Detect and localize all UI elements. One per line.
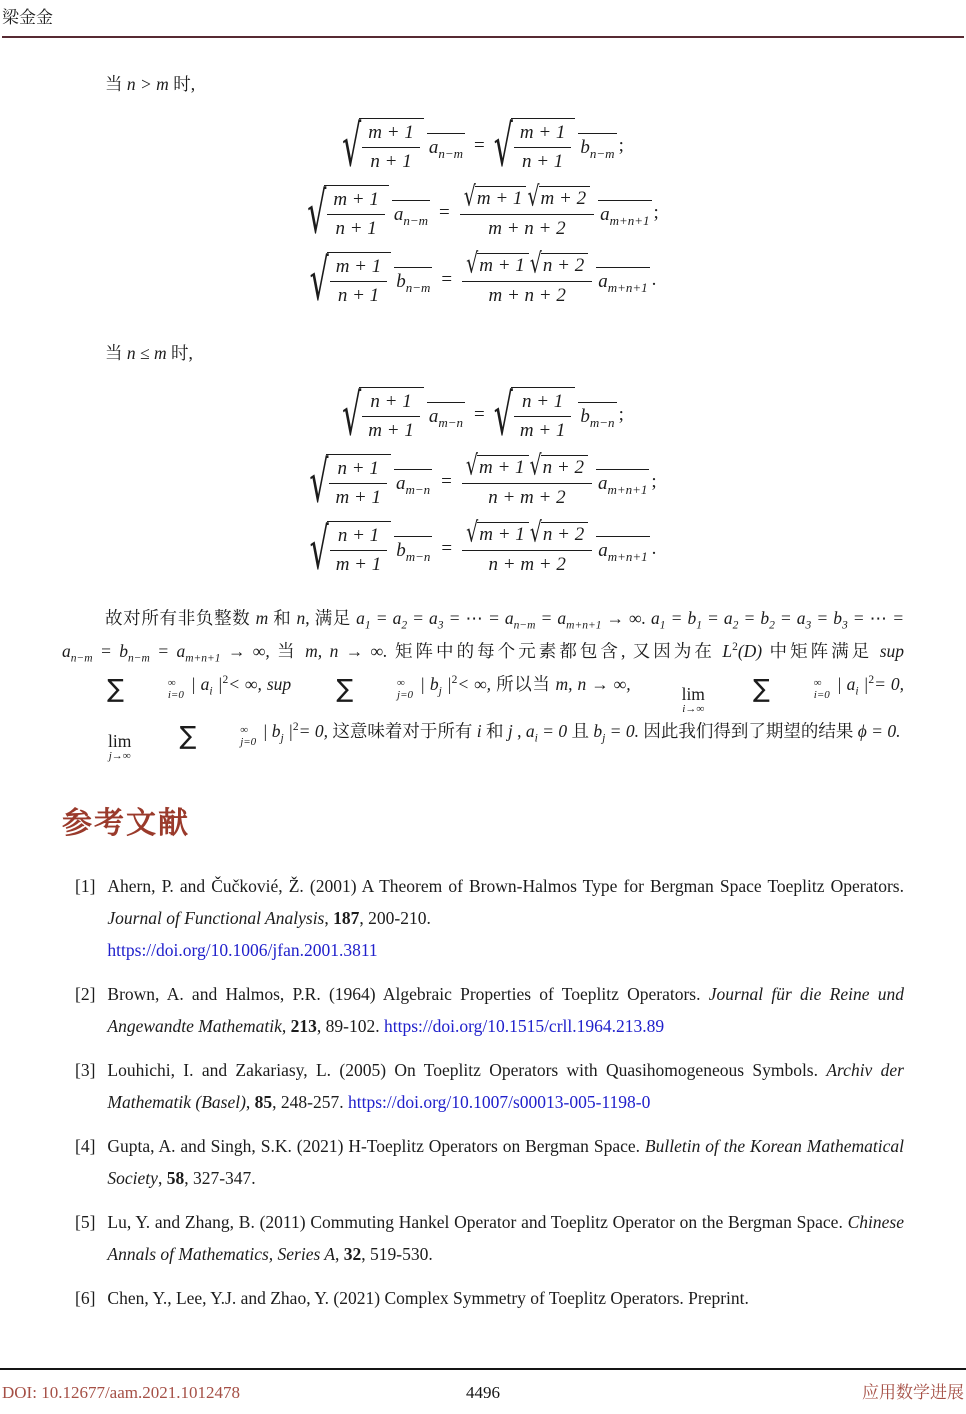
math-run: j [507, 721, 513, 741]
text-run: Chen, Y., Lee, Y.J. and Zhao, Y. (2021) Complex Symmetry of Toeplitz Operators. Preprint. [107, 1288, 749, 1308]
sqrt-argument [324, 185, 389, 240]
fraction-denominator: m + 1 [335, 554, 382, 575]
reference-item [62, 870, 904, 966]
reference-text [107, 978, 904, 1042]
text-run: , 519-530. [361, 1244, 433, 1264]
math-run: = ⋯ = a [62, 608, 905, 661]
reference-item [62, 1130, 904, 1194]
text-run: 所以当 [491, 674, 556, 694]
content [0, 72, 966, 1314]
sqrt-expression [309, 248, 392, 315]
math-run: = 0, [298, 721, 328, 741]
math-run: = b [665, 608, 697, 628]
variable: a [598, 539, 608, 561]
math-run: ϕ = 0. [857, 721, 901, 741]
fraction-numerator: n + 1 [330, 525, 388, 551]
reference-text [107, 870, 904, 966]
sqrt-argument [327, 252, 392, 307]
variable: a [597, 472, 608, 494]
bold-run: 58 [166, 1168, 185, 1188]
references-list [62, 870, 904, 1314]
fraction-denominator: m + n + 2 [488, 284, 566, 306]
doi-link[interactable]: https://doi.org/10.1006/jfan.2001.3811 [107, 940, 378, 960]
sqrt-expression [493, 114, 576, 181]
fraction-denominator: m + n + 2 [488, 217, 566, 239]
text-run: , 248-257. [272, 1092, 348, 1112]
fraction-denominator: n + 1 [370, 151, 412, 172]
condition-text: 当 [105, 343, 127, 363]
subscript: i [534, 732, 538, 745]
radical-icon: √ [529, 247, 542, 280]
variable: a [600, 203, 610, 225]
variable-subscript: m−n [589, 414, 615, 430]
subscript: 2 [401, 619, 408, 632]
math-run: | b [258, 721, 281, 741]
variable-subscript: n−m [405, 279, 431, 295]
conjugate-term [596, 267, 649, 293]
subscript: j [602, 732, 606, 745]
fraction-denominator: m + 1 [519, 420, 566, 441]
sqrt-expression [309, 517, 392, 584]
condition-math: n ≤ m [126, 343, 167, 363]
reference-item [62, 1206, 904, 1270]
text-run: , [245, 1092, 255, 1112]
variable: a [395, 472, 406, 494]
math-run: → ∞, [220, 641, 270, 661]
fraction [362, 122, 420, 173]
subscript: m+n+1 [185, 652, 221, 665]
italic-run: Archiv der Mathematik (Basel) [107, 1060, 904, 1112]
fraction-numerator: n + 1 [514, 391, 572, 417]
fraction [330, 256, 388, 307]
math-run: = 0. [605, 721, 639, 741]
radical-icon: √ [465, 449, 478, 482]
math-run: n [296, 608, 306, 628]
text-run: , 满足 [305, 608, 357, 628]
fraction [329, 458, 387, 509]
fraction [460, 180, 594, 240]
radical-icon: √ [342, 114, 362, 181]
variable-subscript: m−n [405, 481, 431, 497]
fraction [514, 122, 572, 173]
reference-item [62, 1054, 904, 1118]
subscript: 3 [841, 619, 848, 632]
italic-run: Chinese Annals of Mathematics, Series A [107, 1212, 904, 1264]
reference-text [107, 1130, 904, 1194]
fraction-numerator: m + 1 [330, 256, 388, 282]
conjugate-term [394, 469, 432, 495]
math-run: | a [831, 674, 856, 694]
subscript: i [209, 685, 213, 698]
variable: b [396, 270, 406, 292]
radical-icon: √ [466, 516, 479, 549]
subscript: 3 [805, 619, 812, 632]
subscript: m+n+1 [566, 619, 602, 632]
math-run: = a [407, 608, 438, 628]
variable-subscript: m+n+1 [607, 279, 648, 295]
equation-punctuation: ; [651, 470, 657, 492]
radical-icon: √ [529, 516, 542, 549]
doi-link[interactable]: https://doi.org/10.1515/crll.1964.213.89 [383, 1016, 665, 1036]
variable: a [428, 136, 439, 158]
variable-subscript: m−n [438, 414, 463, 430]
equation-row [62, 449, 904, 517]
math-run: | [858, 674, 869, 694]
subscript: 3 [437, 619, 444, 632]
footer-page-number: 4496 [466, 1383, 500, 1402]
header-author: 梁金金 [2, 8, 53, 27]
fraction-denominator: n + 1 [335, 218, 377, 239]
math-run: m, n → ∞. [305, 641, 388, 661]
math-run: a [525, 721, 535, 741]
fraction-numerator: m + 1 [514, 122, 572, 148]
reference-label: [2] [75, 984, 96, 1004]
superscript: 2 [732, 641, 738, 654]
math-run: a [356, 608, 365, 628]
fraction [462, 247, 592, 307]
math-run: | a [185, 674, 210, 694]
text-run: 当 [269, 641, 306, 661]
conjugate-term [598, 200, 651, 226]
math-run: = 0 [537, 721, 568, 741]
equation-row [62, 247, 904, 315]
math-run: | [441, 674, 452, 694]
conjugate-term [427, 402, 465, 428]
radical-icon: √ [493, 114, 513, 181]
superscript: 2 [451, 674, 458, 687]
subscript: 1 [696, 619, 702, 632]
condition-text: 时, [166, 343, 193, 363]
variable: b [580, 136, 590, 158]
math-run: = b [811, 608, 842, 628]
equation-punctuation: ; [618, 403, 624, 425]
conjugate-term [427, 133, 465, 159]
superscript: 2 [868, 674, 875, 687]
sqrt-expression [529, 516, 588, 549]
radical-icon: √ [309, 450, 329, 517]
equation-punctuation: ; [618, 134, 624, 156]
sqrt-expression [466, 516, 529, 549]
math-run: = b [738, 608, 770, 628]
radical-icon: √ [309, 517, 329, 584]
sqrt-expression [529, 247, 588, 280]
variable-subscript: n−m [438, 145, 463, 161]
radical-icon: √ [463, 180, 476, 213]
condition-line-gt [62, 72, 904, 96]
math-run: = b [92, 641, 128, 661]
variable-subscript: n−m [589, 145, 615, 161]
math-run: m [255, 608, 269, 628]
equation-row [62, 114, 904, 181]
math-run: b [593, 721, 603, 741]
sqrt-argument: n + 2 [541, 253, 588, 277]
text-run: Gupta, A. and Singh, S.K. (2021) H-Toeplitz Operators on Bergman Space. [107, 1136, 645, 1156]
math-run: | [212, 674, 223, 694]
bold-run: 213 [290, 1016, 317, 1036]
text-run: Louhichi, I. and Zakariasy, L. (2005) On Toeplitz Operators with Quasihomogeneous Symbols. [107, 1060, 827, 1080]
reference-label: [4] [75, 1136, 96, 1156]
radical-icon: √ [307, 181, 327, 248]
text-run: 和 [268, 608, 297, 628]
fraction-denominator: n + m + 2 [488, 486, 566, 508]
variable-subscript: m+n+1 [609, 212, 650, 228]
italic-run: Journal of Functional Analysis [107, 908, 325, 928]
subscript: 1 [659, 619, 666, 632]
math-run: | b [415, 674, 439, 694]
math-run: sup [879, 641, 905, 661]
limit-operator: lim j→∞ [108, 731, 132, 762]
condition-text: 时, [168, 74, 196, 94]
variable: a [598, 270, 608, 292]
sqrt-expression [463, 180, 527, 213]
sqrt-expression [466, 247, 529, 280]
fraction [462, 449, 592, 509]
math-run: = a [370, 608, 402, 628]
sqrt-argument [511, 387, 576, 442]
math-run: < ∞, [457, 674, 492, 694]
reference-label: [1] [75, 876, 96, 896]
text-run: , 89-102. [316, 1016, 384, 1036]
math-run: m, n → ∞, [555, 674, 636, 694]
fraction-denominator: n + 1 [521, 151, 564, 172]
math-run: | [283, 721, 293, 741]
sqrt-expression [342, 383, 424, 450]
text-run: , [157, 1168, 167, 1188]
sqrt-expression [493, 383, 576, 450]
reference-label: [3] [75, 1060, 96, 1080]
subscript: i [855, 685, 859, 698]
radical-icon: √ [309, 248, 329, 315]
sqrt-argument: m + 1 [477, 455, 529, 479]
sum-operator: ∑ ∞ j=0 [336, 674, 414, 703]
conjugate-term [596, 536, 649, 562]
math-run: = a [701, 608, 733, 628]
text-run: 和 [481, 721, 508, 741]
fraction-denominator: m + 1 [368, 420, 414, 441]
sqrt-expression [529, 449, 588, 482]
radical-icon: √ [342, 383, 362, 450]
conjugate-term [578, 133, 616, 159]
fraction-numerator: m + 1 [362, 122, 420, 148]
sqrt-expression [307, 181, 389, 248]
reference-label: [5] [75, 1212, 96, 1232]
header-rule [2, 36, 964, 38]
conjugate-term [596, 469, 649, 495]
radical-icon: √ [466, 247, 479, 280]
sqrt-expression [309, 450, 391, 517]
text-run: 这意味着对于所有 [327, 721, 477, 741]
subscript: j [438, 685, 442, 698]
reference-text [107, 1054, 904, 1118]
bold-run: 187 [333, 908, 360, 928]
fraction-denominator: m + 1 [335, 487, 381, 508]
math-run: = ⋯ = a [443, 608, 514, 628]
fraction-denominator: n + m + 2 [488, 553, 566, 575]
reference-text [107, 1206, 904, 1270]
equation-group-n-le-m [62, 383, 904, 584]
text-run: Brown, A. and Halmos, P.R. (1964) Algebraic Properties of Toeplitz Operators. [107, 984, 709, 1004]
math-run: i [476, 721, 482, 741]
sqrt-argument: n + 2 [541, 522, 588, 546]
fraction-numerator: n + 1 [329, 458, 387, 484]
equation-row [62, 516, 904, 584]
page-header [0, 0, 966, 38]
sqrt-argument: m + 1 [477, 522, 529, 546]
equation-group-n-gt-m [62, 114, 904, 315]
conjugate-term [394, 536, 432, 562]
equation-punctuation: . [651, 537, 657, 559]
superscript: 2 [222, 674, 229, 687]
math-run: (D) [737, 641, 763, 661]
fraction [514, 391, 572, 442]
sqrt-argument [327, 521, 392, 576]
subscript: n−m [127, 652, 150, 665]
variable: b [396, 539, 406, 561]
sum-operator: ∑ ∞ i=0 [107, 674, 184, 703]
fraction [330, 525, 388, 576]
references-heading: 参考文献 [62, 807, 190, 840]
equals-sign: = [441, 537, 453, 559]
subscript: n−m [513, 619, 536, 632]
subscript: 1 [364, 619, 371, 632]
text-run: 因此我们得到了期望的结果 [638, 721, 858, 741]
sqrt-expression [527, 180, 590, 213]
variable: b [580, 405, 590, 427]
sqrt-expression [342, 114, 424, 181]
condition-text: 当 [105, 74, 127, 94]
footer-doi[interactable]: DOI: 10.12677/aam.2021.1012478 [2, 1383, 240, 1402]
equation-punctuation: . [651, 268, 657, 290]
fraction [327, 189, 385, 240]
sqrt-argument: m + 2 [539, 186, 591, 210]
fraction [362, 391, 420, 442]
condition-line-le [62, 341, 904, 365]
text-run: , [512, 721, 526, 741]
sqrt-argument [359, 118, 424, 173]
variable-subscript: n−m [403, 212, 429, 228]
variable-subscript: m+n+1 [607, 548, 648, 564]
radical-icon: √ [527, 180, 540, 213]
conjugate-term [394, 267, 432, 293]
sqrt-argument [359, 387, 424, 442]
equals-sign: = [439, 201, 450, 223]
variable: a [428, 405, 439, 427]
fraction-numerator: n + 1 [362, 391, 420, 417]
sqrt-argument: n + 2 [541, 455, 588, 479]
text-run: 且 [567, 721, 594, 741]
text-run: Lu, Y. and Zhang, B. (2011) Commuting Hankel Operator and Toeplitz Operator on the Bergman Space. [107, 1212, 848, 1232]
equals-sign: = [441, 268, 453, 290]
body-paragraph [62, 602, 904, 762]
text-run: , 327-347. [184, 1168, 256, 1188]
variable-subscript: m+n+1 [607, 481, 648, 497]
math-run: = a [149, 641, 186, 661]
sqrt-expression [465, 449, 529, 482]
variable: a [393, 203, 404, 225]
subscript: 2 [769, 619, 775, 632]
text-run: , [335, 1244, 344, 1264]
text-run: , [324, 908, 334, 928]
radical-icon: √ [493, 383, 513, 450]
math-run: = a [774, 608, 806, 628]
text-run: 中矩阵满足 [762, 641, 880, 661]
italic-run: Bulletin of the Korean Mathematical Society [107, 1136, 905, 1188]
page-footer [0, 1368, 966, 1414]
equation-row [62, 383, 904, 450]
bold-run: 85 [254, 1092, 273, 1112]
math-run: = a [535, 608, 567, 628]
fraction-numerator [462, 247, 592, 282]
conjugate-term [578, 402, 616, 428]
conjugate-term [392, 200, 430, 226]
fraction [462, 516, 592, 576]
italic-run: Journal für die Reine und Angewandte Mathematik [107, 984, 904, 1036]
limit-operator: lim i→∞ [681, 684, 705, 715]
sqrt-argument [511, 118, 576, 173]
radical-icon: √ [529, 449, 542, 482]
subscript: 2 [732, 619, 739, 632]
sqrt-argument: m + 1 [477, 253, 529, 277]
sum-operator: ∑ ∞ j=0 [179, 721, 257, 750]
subscript: j [280, 732, 284, 745]
variable-subscript: m−n [405, 548, 431, 564]
text-run: , [281, 1016, 291, 1036]
condition-math: n > m [126, 74, 169, 94]
math-run: < ∞, sup [228, 674, 292, 694]
sum-operator: ∑ ∞ i=0 [752, 674, 830, 703]
math-run: → ∞. a [601, 608, 660, 628]
text-run: , 200-210. [359, 908, 431, 928]
fraction-numerator [462, 516, 592, 551]
fraction-numerator: m + 1 [327, 189, 385, 215]
doi-link[interactable]: https://doi.org/10.1007/s00013-005-1198-0 [347, 1092, 651, 1112]
reference-item [62, 978, 904, 1042]
equals-sign: = [474, 403, 485, 425]
reference-item [62, 1282, 904, 1314]
equation-row [62, 180, 904, 248]
equation-punctuation: ; [653, 201, 659, 223]
math-run: L [722, 641, 733, 661]
equals-sign: = [474, 134, 485, 156]
equals-sign: = [441, 470, 452, 492]
reference-label: [6] [75, 1288, 96, 1308]
fraction-denominator: n + 1 [337, 285, 380, 306]
subscript: n−m [70, 652, 93, 665]
text-run: 故对所有非负整数 [105, 608, 256, 628]
math-run: = 0, [874, 674, 905, 694]
bold-run: 32 [343, 1244, 362, 1264]
footer-journal[interactable]: 应用数学进展 [862, 1383, 964, 1402]
fraction-numerator [460, 180, 594, 215]
superscript: 2 [292, 721, 299, 734]
sqrt-argument [326, 454, 391, 509]
reference-text [107, 1282, 904, 1314]
fraction-numerator [462, 449, 592, 484]
text-run: Ahern, P. and Čučkovié, Ž. (2001) A Theorem of Brown-Halmos Type for Bergman Space Toeplitz Operators. [107, 876, 904, 896]
text-run: 矩阵中的每个元素都包含, 又因为在 [387, 641, 723, 661]
sqrt-argument: m + 1 [475, 186, 527, 210]
